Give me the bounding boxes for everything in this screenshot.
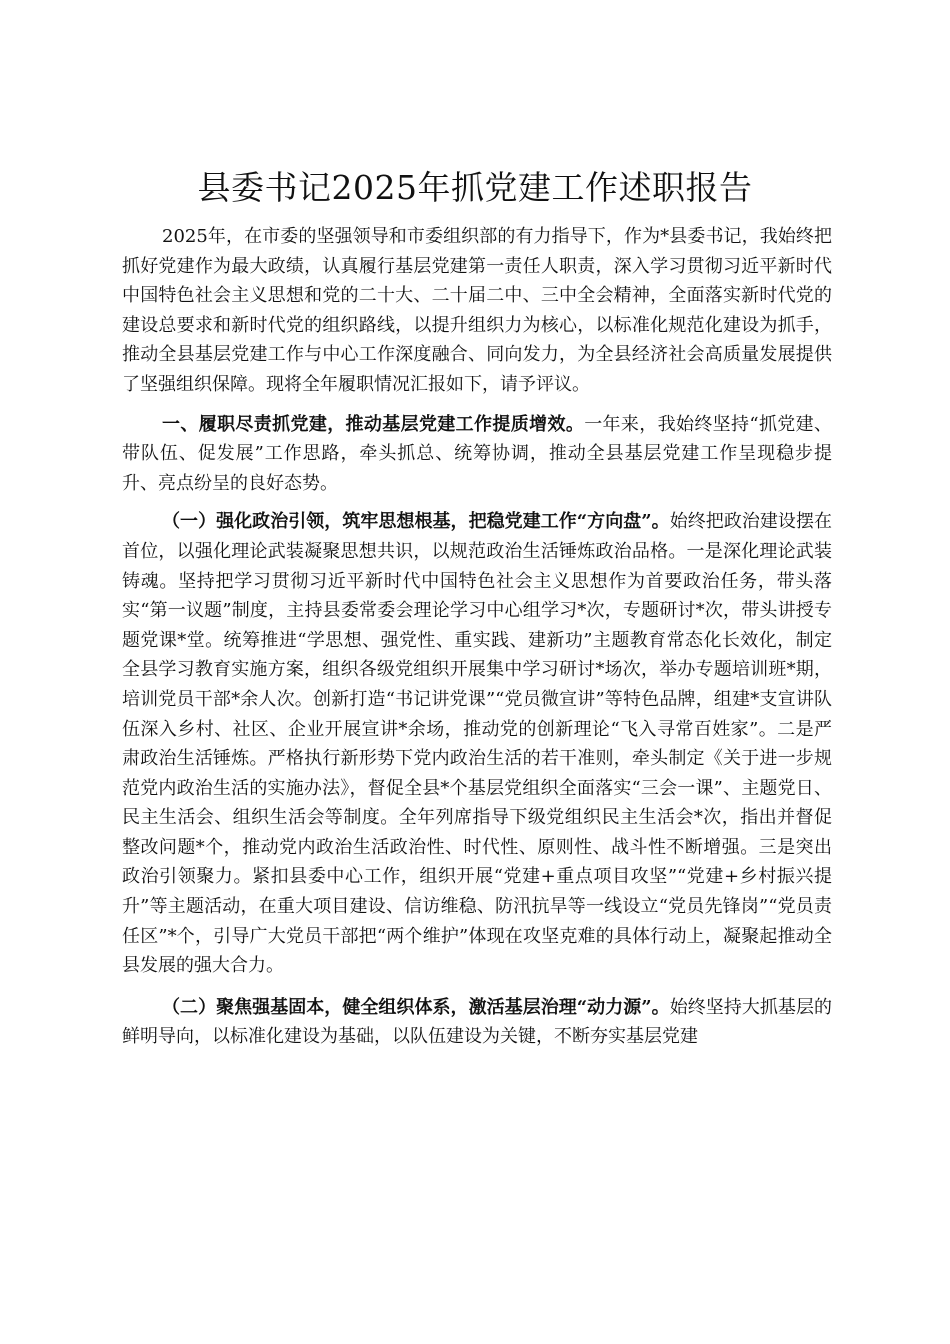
subsection-heading: （二）聚焦强基固本，健全组织体系，激活基层治理“动力源”。 <box>162 996 670 1018</box>
paragraph-text: 2025年，在市委的坚强领导和市委组织部的有力指导下，作为*县委书记，我始终把抓好党建作为最大政绩，认真履行基层党建第一责任人职责，深入学习贯彻习近平新时代中国特色社会主义思想和党的二十大、二十届二中、三中全会精神，全面落实新时代党的建设总要求和新时代党的组织路线，以提升组织力为核心，以标准化规范化建设为抓手，推动全县基层党建工作与中心工作深度融合、同向发力，为全县经济社会高质量发展提供了坚强组织保障。现将全年履职情况汇报如下，请予评议。 <box>122 226 832 395</box>
paragraph-intro <box>122 222 832 400</box>
section-heading: 一、履职尽责抓党建，推动基层党建工作提质增效。 <box>162 413 585 435</box>
paragraph-text: 始终把政治建设摆在首位，以强化理论武装凝聚思想共识，以规范政治生活锤炼政治品格。一是深化理论武装铸魂。坚持把学习贯彻习近平新时代中国特色社会主义思想作为首要政治任务，带头落实“第一议题”制度，主持县委常委会理论学习中心组学习*次，专题研讨*次，带头讲授专题党课*堂。统筹推进“学思想、强党性、重实践、建新功”主题教育常态化长效化，制定全县学习教育实施方案，组织各级党组织开展集中学习研讨*场次，举办专题培训班*期，培训党员干部*余人次。创新打造“书记讲党课”“党员微宣讲”等特色品牌，组建*支宣讲队伍深入乡村、社区、企业开展宣讲*余场，推动党的创新理论“飞入寻常百姓家”。二是严肃政治生活锤炼。严格执行新形势下党内政治生活的若干准则，牵头制定《关于进一步规范党内政治生活的实施办法》，督促全县*个基层党组织全面落实“三会一课”、主题党日、民主生活会、组织生活会等制度。全年列席指导下级党组织民主生活会*次，指出并督促整改问题*个，推动党内政治生活政治性、时代性、原则性、战斗性不断增强。三是突出政治引领聚力。紧扣县委中心工作，组织开展“党建+重点项目攻坚”“党建+乡村振兴提升”等主题活动，在重大项目建设、信访维稳、防汛抗旱等一线设立“党员先锋岗”“党员责任区”*个，引导广大党员干部把“两个维护”体现在攻坚克难的具体行动上，凝聚起推动全县发展的强大合力。 <box>122 511 832 977</box>
subsection-heading: （一）强化政治引领，筑牢思想根基，把稳党建工作“方向盘”。 <box>162 511 670 533</box>
paragraph-section-1 <box>122 410 832 499</box>
paragraph-text: 始终坚持大抓基层的鲜明导向，以标准化建设为基础，以队伍建设为关键，不断夯实基层党建 <box>122 996 832 1048</box>
paragraph-subsection-2 <box>122 993 832 1052</box>
document-title: 县委书记2025年抓党建工作述职报告 <box>197 168 753 207</box>
paragraph-subsection-1 <box>122 507 832 981</box>
document-body <box>122 222 832 1052</box>
paragraph-text: 一年来，我始终坚持“抓党建、带队伍、促发展”工作思路，牵头抓总、统筹协调，推动全县基层党建工作呈现稳步提升、亮点纷呈的良好态势。 <box>122 413 833 494</box>
